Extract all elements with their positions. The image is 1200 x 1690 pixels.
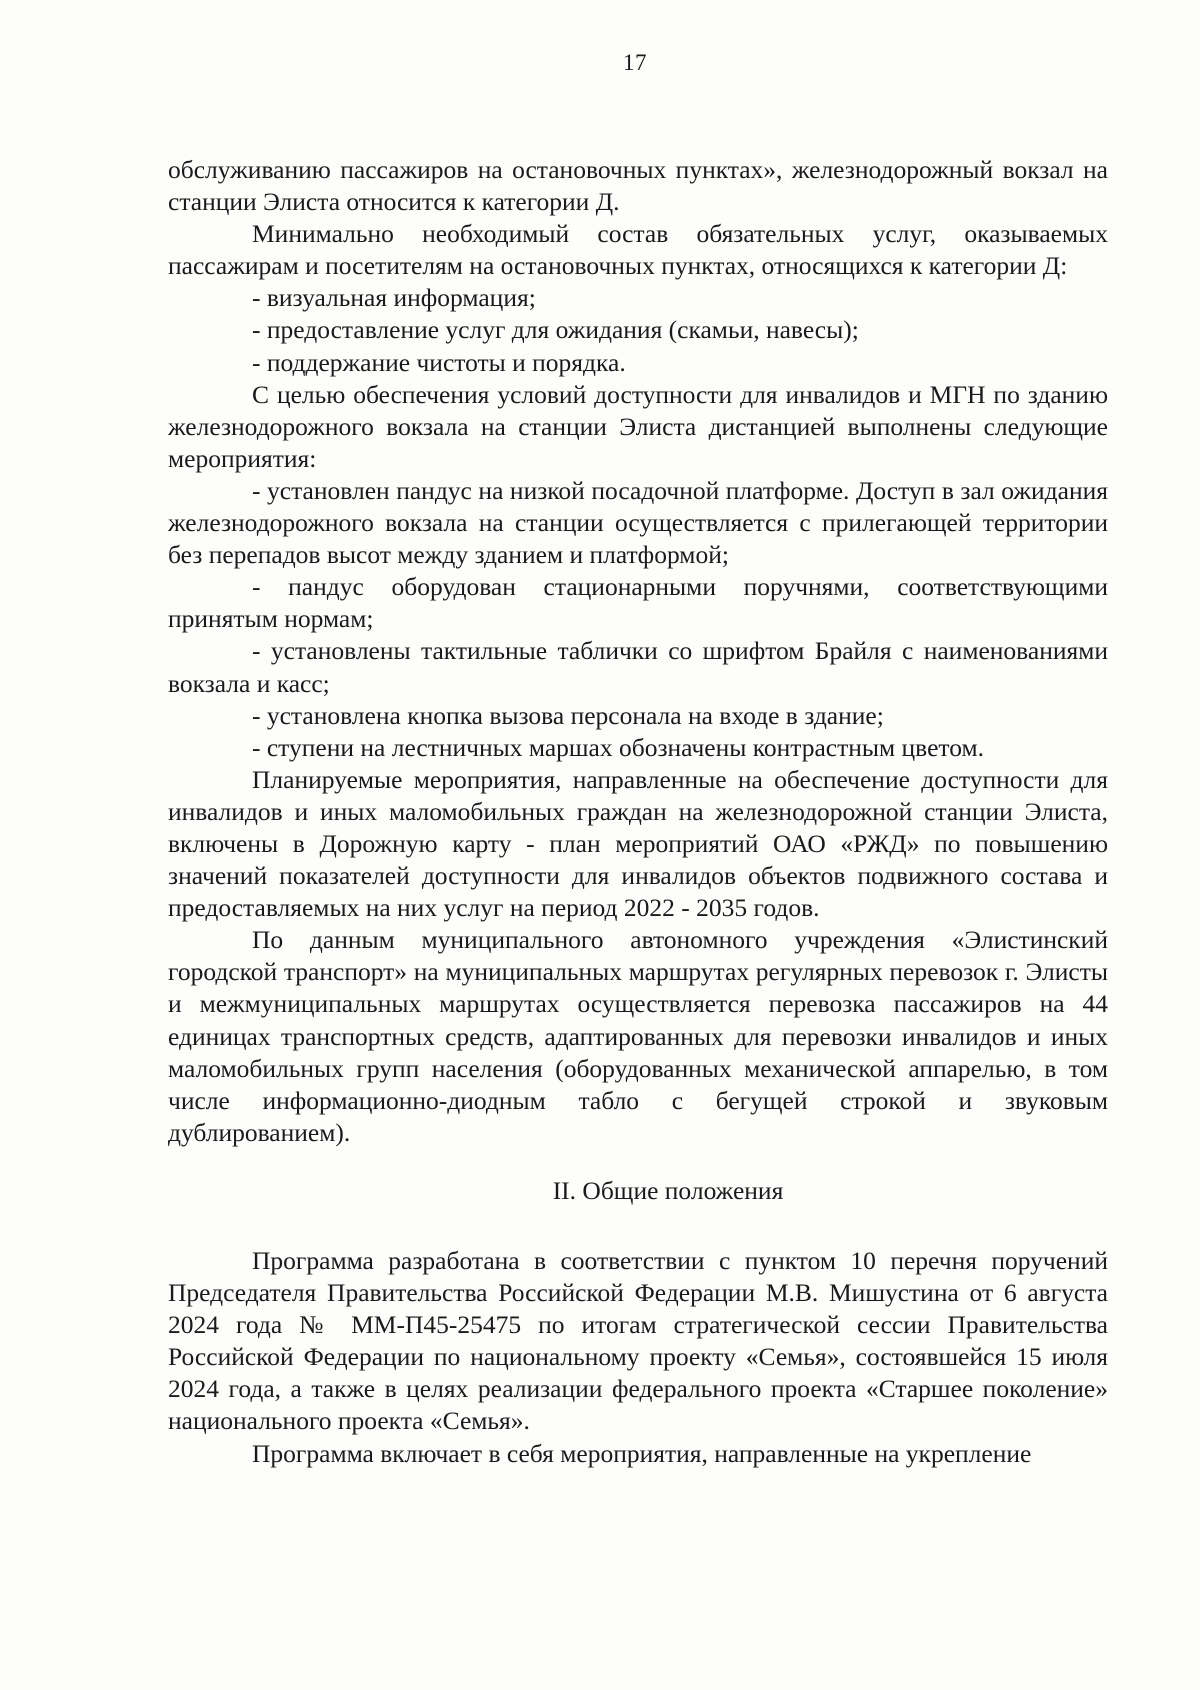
list-item: - пандус оборудован стационарными поручнями, соответствующими принятым нормам; [168, 572, 1108, 634]
paragraph-accessibility: С целью обеспечения условий доступности для инвалидов и МГН по зданию железнодорожного вокзала на станции Элиста дистанцией выполнены следующие мероприятия: [168, 379, 1108, 473]
paragraph-services: Минимально необходимый состав обязательных услуг, оказываемых пассажирам и посетителям на остановочных пунктах, относящихся к категории Д: [168, 219, 1108, 281]
paragraph-planned-measures: Планируемые мероприятия, направленные на обеспечение доступности для инвалидов и иных маломобильных граждан на железнодорожной станции Элиста, включены в Дорожную карту - план мероприятий ОАО «РЖД» по повышению значений показателей доступности для инвалидов объектов подвижного состава и предоставляемых на них услуг на период 2022 - 2035 годов. [168, 764, 1108, 923]
list-item: - установлены тактильные таблички со шрифтом Брайля с наименованиями вокзала и касс; [168, 636, 1108, 698]
paragraph-program-includes: Программа включает в себя мероприятия, направленные на укрепление [252, 1438, 1032, 1468]
list-item: - визуальная информация; [252, 283, 536, 313]
document-body [168, 154, 1108, 1470]
section-title: II. Общие положения [552, 1175, 784, 1205]
list-item: - установлен пандус на низкой посадочной платформе. Доступ в зал ожидания железнодорожного вокзала на станции осуществляется с прилегающей территории без перепадов высот между зданием и платформой; [168, 475, 1108, 570]
paragraph-program-basis: Программа разработана в соответствии с пунктом 10 перечня поручений Председателя Правительства Российской Федерации М.В. Мишустина от 6 августа 2024 года № ММ-П45-25475 по итогам стратегической сессии Правительства Российской Федерации по национальному проекту «Семья», состоявшейся 15 июля 2024 года, а также в целях реализации федерального проекта «Старшее поколение» национального проекта «Семья». [168, 1246, 1108, 1436]
list-item: - поддержание чистоты и порядка. [252, 347, 626, 377]
list-item: - предоставление услуг для ожидания (скамьи, навесы); [252, 315, 859, 345]
paragraph-continuation: обслуживанию пассажиров на остановочных пунктах», железнодорожный вокзал на станции Элиста относится к категории Д. [168, 155, 1108, 217]
paragraph-transport: По данным муниципального автономного учреждения «Элистинский городской транспорт» на муниципальных маршрутах регулярных перевозок г. Элисты и межмуниципальных маршрутах осуществляется перевозка пассажиров на 44 единицах транспортных средств, адаптированных для перевозки инвалидов и иных маломобильных групп населения (оборудованных механической аппарелью, в том числе информационно-диодным табло с бегущей строкой и звуковым дублированием). [168, 925, 1108, 1147]
list-item: - ступени на лестничных маршах обозначены контрастным цветом. [252, 732, 984, 762]
list-item: - установлена кнопка вызова персонала на входе в здание; [252, 700, 884, 730]
page-number: 17 [623, 50, 647, 75]
